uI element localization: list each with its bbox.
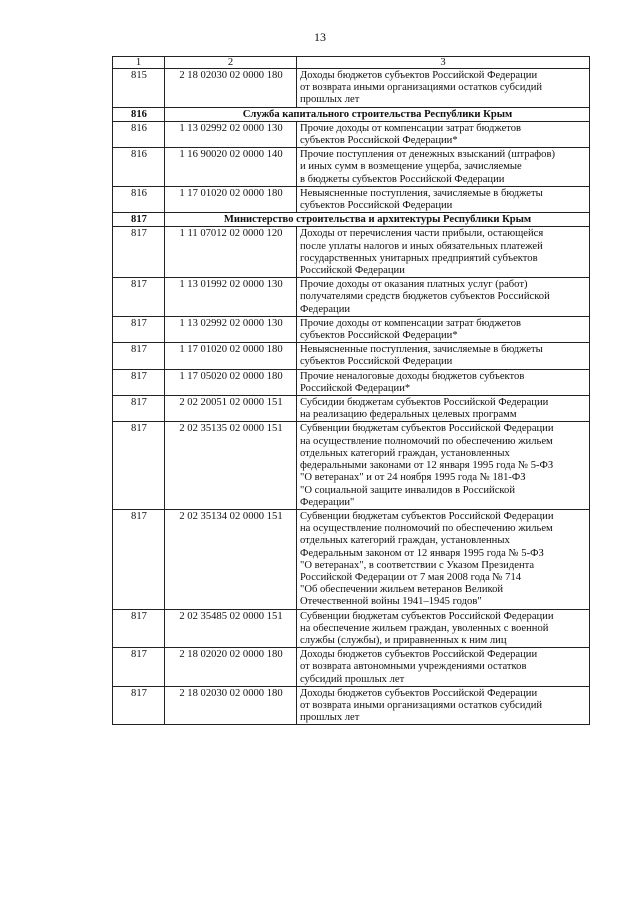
revenue-code-cell: 2 18 02030 02 0000 180 — [165, 69, 297, 108]
revenue-description-cell: Субвенции бюджетам субъектов Российской Федерации на обеспечение жильем граждан, уволенных с военной службы (службы), и приравненных к ним лиц — [297, 609, 590, 648]
admin-code-cell: 817 — [113, 422, 165, 509]
table-row — [113, 69, 590, 108]
admin-code-cell: 817 — [113, 316, 165, 342]
revenue-description-cell: Субвенции бюджетам субъектов Российской Федерации на осуществление полномочий по обеспечению жильем отдельных категорий граждан, установленных Федеральным законом от 12 января 1995 года № 5-ФЗ "О ветеранах", в соответствии с Указом Президента Российской Федерации от 7 мая 2008 года № 714 "Об обеспечении жильем ветеранов Великой Отечественной войны 1941–1945 годов" — [297, 509, 590, 609]
admin-code-cell: 816 — [113, 121, 165, 147]
admin-code-cell: 815 — [113, 69, 165, 108]
table-row — [113, 686, 590, 725]
admin-code-cell: 817 — [113, 686, 165, 725]
table-row — [113, 648, 590, 687]
admin-code-cell: 817 — [113, 369, 165, 395]
revenue-description-cell: Субсидии бюджетам субъектов Российской Федерации на реализацию федеральных целевых программ — [297, 396, 590, 422]
column-header-1: 1 — [113, 57, 165, 69]
revenue-description-cell: Прочие доходы от компенсации затрат бюджетов субъектов Российской Федерации* — [297, 316, 590, 342]
revenue-code-cell: 2 02 35485 02 0000 151 — [165, 609, 297, 648]
revenue-description-cell: Прочие поступления от денежных взысканий (штрафов) и иных сумм в возмещение ущерба, зачисляемые в бюджеты субъектов Российской Федерации — [297, 148, 590, 187]
admin-code-cell: 816 — [113, 148, 165, 187]
admin-code-cell: 817 — [113, 396, 165, 422]
revenue-description-cell: Доходы бюджетов субъектов Российской Федерации от возврата иными организациями остатков субсидий прошлых лет — [297, 69, 590, 108]
revenue-code-cell: 1 13 02992 02 0000 130 — [165, 121, 297, 147]
revenue-codes-table — [112, 56, 590, 725]
revenue-description-cell: Доходы от перечисления части прибыли, остающейся после уплаты налогов и иных обязательных платежей государственных унитарных предприятий субъектов Российской Федерации — [297, 227, 590, 278]
revenue-code-cell: 2 18 02020 02 0000 180 — [165, 648, 297, 687]
revenue-code-cell: 2 18 02030 02 0000 180 — [165, 686, 297, 725]
revenue-code-cell: 1 17 01020 02 0000 180 — [165, 186, 297, 212]
admin-code-cell: 817 — [113, 213, 165, 227]
revenue-code-cell: 1 13 01992 02 0000 130 — [165, 278, 297, 317]
column-header-2: 2 — [165, 57, 297, 69]
revenue-code-cell: 2 02 20051 02 0000 151 — [165, 396, 297, 422]
admin-code-cell: 817 — [113, 343, 165, 369]
revenue-description-cell: Прочие доходы от компенсации затрат бюджетов субъектов Российской Федерации* — [297, 121, 590, 147]
revenue-description-cell: Субвенции бюджетам субъектов Российской Федерации на осуществление полномочий по обеспечению жильем отдельных категорий граждан, установленных федеральными законами от 12 января 1995 года № 5-ФЗ "О ветеранах" и от 24 ноября 1995 года № 181-ФЗ "О социальной защите инвалидов в Российской Федерации" — [297, 422, 590, 509]
revenue-code-cell: 2 02 35134 02 0000 151 — [165, 509, 297, 609]
table-row — [113, 121, 590, 147]
revenue-code-cell: 1 16 90020 02 0000 140 — [165, 148, 297, 187]
table-row — [113, 396, 590, 422]
revenue-code-cell: 1 13 02992 02 0000 130 — [165, 316, 297, 342]
revenue-description-cell: Доходы бюджетов субъектов Российской Федерации от возврата иными организациями остатков субсидий прошлых лет — [297, 686, 590, 725]
table-row — [113, 186, 590, 212]
revenue-description-cell: Доходы бюджетов субъектов Российской Федерации от возврата автономными учреждениями остатков субсидий прошлых лет — [297, 648, 590, 687]
revenue-code-cell: 2 02 35135 02 0000 151 — [165, 422, 297, 509]
revenue-code-cell: 1 17 01020 02 0000 180 — [165, 343, 297, 369]
table-row — [113, 369, 590, 395]
revenue-description-cell: Прочие доходы от оказания платных услуг (работ) получателями средств бюджетов субъектов Российской Федерации — [297, 278, 590, 317]
revenue-code-cell: 1 17 05020 02 0000 180 — [165, 369, 297, 395]
admin-code-cell: 817 — [113, 278, 165, 317]
column-header-3: 3 — [297, 57, 590, 69]
table-row — [113, 148, 590, 187]
column-header-row — [113, 57, 590, 69]
table-row — [113, 609, 590, 648]
table-row — [113, 227, 590, 278]
revenue-description-cell: Невыясненные поступления, зачисляемые в бюджеты субъектов Российской Федерации — [297, 343, 590, 369]
admin-code-cell: 817 — [113, 509, 165, 609]
revenue-description-cell: Невыясненные поступления, зачисляемые в бюджеты субъектов Российской Федерации — [297, 186, 590, 212]
section-title: Министерство строительства и архитектуры Республики Крым — [165, 213, 590, 227]
table-row — [113, 343, 590, 369]
table-row — [113, 278, 590, 317]
revenue-code-cell: 1 11 07012 02 0000 120 — [165, 227, 297, 278]
section-title: Служба капитального строительства Республики Крым — [165, 107, 590, 121]
section-header-row — [113, 213, 590, 227]
table-row — [113, 422, 590, 509]
admin-code-cell: 816 — [113, 186, 165, 212]
admin-code-cell: 817 — [113, 648, 165, 687]
section-header-row — [113, 107, 590, 121]
table-row — [113, 509, 590, 609]
revenue-description-cell: Прочие неналоговые доходы бюджетов субъектов Российской Федерации* — [297, 369, 590, 395]
page-number: 13 — [314, 30, 326, 44]
table-row — [113, 316, 590, 342]
admin-code-cell: 817 — [113, 609, 165, 648]
admin-code-cell: 817 — [113, 227, 165, 278]
admin-code-cell: 816 — [113, 107, 165, 121]
